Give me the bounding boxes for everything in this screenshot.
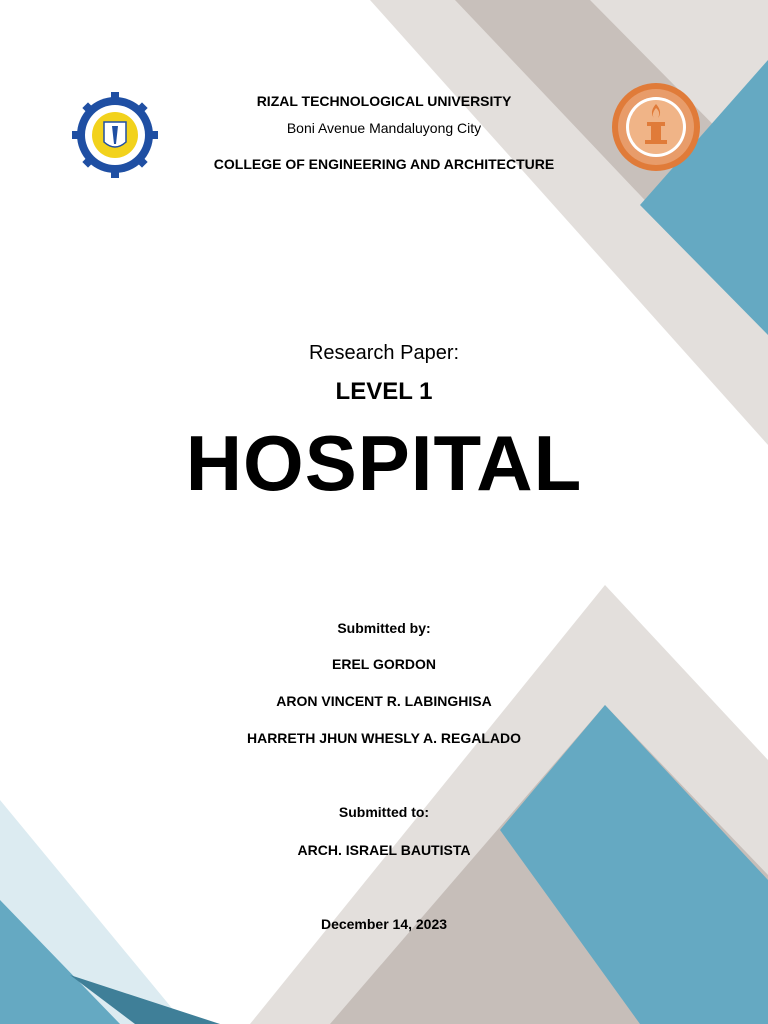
submission-date: December 14, 2023 bbox=[320, 916, 448, 932]
paper-type: Research Paper: bbox=[308, 342, 460, 364]
university-address: Boni Avenue Mandaluyong City bbox=[286, 120, 482, 136]
adviser-name: ARCH. ISRAEL BAUTISTA bbox=[297, 842, 471, 858]
university-name: RIZAL TECHNOLOGICAL UNIVERSITY bbox=[256, 93, 512, 109]
author-name: EREL GORDON bbox=[332, 656, 436, 672]
submitted-by-label: Submitted by: bbox=[337, 620, 431, 636]
author-name: HARRETH JHUN WHESLY A. REGALADO bbox=[246, 730, 522, 746]
page-title: HOSPITAL bbox=[185, 419, 583, 507]
level-label: LEVEL 1 bbox=[335, 378, 433, 405]
submitted-to-label: Submitted to: bbox=[338, 804, 430, 820]
college-name: COLLEGE OF ENGINEERING AND ARCHITECTURE bbox=[213, 156, 555, 172]
author-name: ARON VINCENT R. LABINGHISA bbox=[276, 693, 492, 709]
